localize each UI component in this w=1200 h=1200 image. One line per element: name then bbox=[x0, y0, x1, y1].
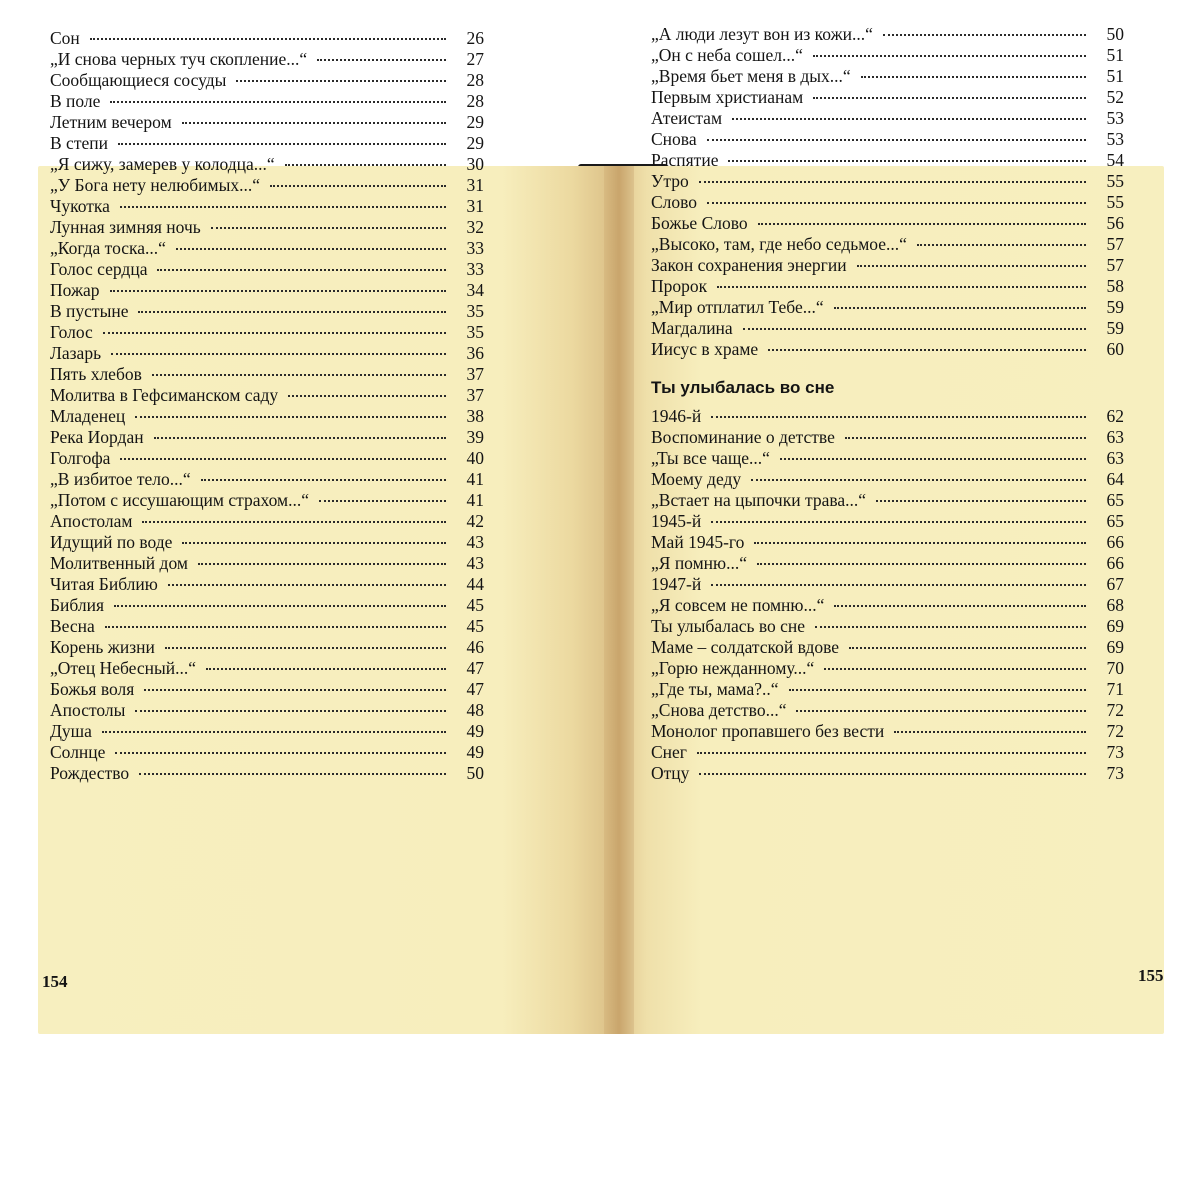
toc-entry-page: 51 bbox=[1106, 45, 1124, 65]
toc-entry-page: 57 bbox=[1106, 255, 1124, 275]
toc-entry bbox=[50, 637, 484, 658]
dot-leader bbox=[236, 80, 446, 82]
dot-leader bbox=[815, 626, 1086, 628]
toc-entry-page: 27 bbox=[466, 49, 484, 69]
toc-entry-page: 29 bbox=[466, 112, 484, 132]
dot-leader bbox=[152, 374, 446, 376]
toc-entry bbox=[50, 427, 484, 448]
dot-leader bbox=[883, 34, 1086, 36]
toc-entry-page: 31 bbox=[466, 175, 484, 195]
toc-entry bbox=[651, 490, 1124, 511]
dot-leader bbox=[824, 668, 1086, 670]
toc-entry-title: Божья воля bbox=[50, 679, 135, 699]
toc-entry-page: 60 bbox=[1106, 339, 1124, 359]
toc-entry bbox=[50, 28, 484, 49]
toc-entry-title: Первым христианам bbox=[651, 87, 804, 107]
toc-entry-page: 66 bbox=[1106, 553, 1124, 573]
toc-entry-page: 47 bbox=[466, 658, 484, 678]
toc-entry-title: В пустыне bbox=[50, 301, 129, 321]
toc-entry bbox=[651, 574, 1124, 595]
toc-entry-page: 37 bbox=[466, 364, 484, 384]
dot-leader bbox=[211, 227, 446, 229]
toc-entry-page: 49 bbox=[466, 742, 484, 762]
left-toc-list bbox=[50, 28, 484, 784]
toc-entry-page: 58 bbox=[1106, 276, 1124, 296]
toc-entry-title: „Я сижу, замерев у колодца...“ bbox=[50, 154, 275, 174]
toc-entry-page: 42 bbox=[466, 511, 484, 531]
toc-entry-title: „У Бога нету нелюбимых...“ bbox=[50, 175, 261, 195]
toc-entry-title: Чукотка bbox=[50, 196, 110, 216]
toc-entry bbox=[50, 532, 484, 553]
dot-leader bbox=[144, 689, 446, 691]
section-title: Ты улыбалась во сне bbox=[651, 378, 835, 397]
dot-leader bbox=[707, 202, 1086, 204]
toc-entry bbox=[651, 276, 1124, 297]
dot-leader bbox=[732, 118, 1086, 120]
toc-entry-title: В поле bbox=[50, 91, 101, 111]
toc-entry-title: Распятие bbox=[651, 150, 719, 170]
toc-entry bbox=[50, 154, 484, 175]
toc-entry-page: 33 bbox=[466, 238, 484, 258]
toc-entry-page: 55 bbox=[1106, 192, 1124, 212]
toc-entry-title: „Он с неба сошел...“ bbox=[651, 45, 803, 65]
toc-entry-title: Лазарь bbox=[50, 343, 102, 363]
toc-entry-page: 35 bbox=[466, 322, 484, 342]
dot-leader bbox=[845, 437, 1086, 439]
toc-entry-page: 35 bbox=[466, 301, 484, 321]
toc-entry-title: Сообщающиеся сосуды bbox=[50, 70, 227, 90]
toc-entry-title: „И снова черных туч скопление...“ bbox=[50, 49, 308, 69]
toc-entry bbox=[50, 322, 484, 343]
dot-leader bbox=[917, 244, 1086, 246]
toc-entry bbox=[651, 192, 1124, 213]
toc-entry-page: 56 bbox=[1106, 213, 1124, 233]
dot-leader bbox=[728, 160, 1086, 162]
toc-entry-page: 44 bbox=[466, 574, 484, 594]
toc-entry-title: Весна bbox=[50, 616, 95, 636]
toc-entry-page: 53 bbox=[1106, 108, 1124, 128]
toc-entry-page: 65 bbox=[1106, 511, 1124, 531]
toc-entry-page: 72 bbox=[1106, 700, 1124, 720]
toc-entry-title: „Мир отплатил Тебе...“ bbox=[651, 297, 824, 317]
toc-entry-title: Солнце bbox=[50, 742, 106, 762]
toc-entry bbox=[651, 700, 1124, 721]
toc-entry bbox=[50, 280, 484, 301]
toc-entry-title: Рождество bbox=[50, 763, 130, 783]
toc-entry-title: Слово bbox=[651, 192, 698, 212]
toc-entry-page: 65 bbox=[1106, 490, 1124, 510]
toc-entry bbox=[50, 658, 484, 679]
dot-leader bbox=[317, 59, 446, 61]
toc-entry-page: 70 bbox=[1106, 658, 1124, 678]
toc-entry-title: „Когда тоска...“ bbox=[50, 238, 166, 258]
toc-entry-page: 72 bbox=[1106, 721, 1124, 741]
dot-leader bbox=[754, 542, 1086, 544]
toc-entry bbox=[50, 595, 484, 616]
toc-entry bbox=[651, 234, 1124, 255]
dot-leader bbox=[114, 605, 446, 607]
toc-entry bbox=[50, 91, 484, 112]
dot-leader bbox=[861, 76, 1086, 78]
dot-leader bbox=[201, 479, 446, 481]
toc-entry-title: 1947-й bbox=[651, 574, 702, 594]
toc-entry-title: Библия bbox=[50, 595, 105, 615]
toc-entry-title: 1945-й bbox=[651, 511, 702, 531]
toc-entry bbox=[50, 364, 484, 385]
toc-entry-title: „Отец Небесный...“ bbox=[50, 658, 196, 678]
toc-entry bbox=[50, 469, 484, 490]
dot-leader bbox=[876, 500, 1086, 502]
dot-leader bbox=[743, 328, 1086, 330]
toc-entry bbox=[50, 259, 484, 280]
toc-entry-title: Корень жизни bbox=[50, 637, 155, 657]
right-page-number: 155 bbox=[1138, 966, 1164, 985]
toc-entry-page: 67 bbox=[1106, 574, 1124, 594]
toc-entry-title: 1946-й bbox=[651, 406, 702, 426]
toc-entry-page: 69 bbox=[1106, 616, 1124, 636]
toc-entry-page: 32 bbox=[466, 217, 484, 237]
toc-entry bbox=[50, 616, 484, 637]
toc-entry bbox=[651, 448, 1124, 469]
dot-leader bbox=[757, 563, 1086, 565]
toc-entry-page: 28 bbox=[466, 91, 484, 111]
toc-entry-title: Закон сохранения энергии bbox=[651, 255, 847, 275]
toc-entry-page: 30 bbox=[466, 154, 484, 174]
toc-entry-page: 26 bbox=[466, 28, 484, 48]
toc-entry-title: Ты улыбалась во сне bbox=[651, 616, 806, 636]
dot-leader bbox=[111, 353, 446, 355]
dot-leader bbox=[758, 223, 1086, 225]
dot-leader bbox=[699, 773, 1086, 775]
toc-entry-title: Сон bbox=[50, 28, 80, 48]
toc-entry bbox=[651, 171, 1124, 192]
toc-entry-page: 36 bbox=[466, 343, 484, 363]
toc-entry-page: 45 bbox=[466, 616, 484, 636]
toc-entry bbox=[50, 49, 484, 70]
toc-entry-title: Воспоминание о детстве bbox=[651, 427, 835, 447]
toc-entry-page: 57 bbox=[1106, 234, 1124, 254]
toc-entry bbox=[651, 66, 1124, 87]
toc-entry bbox=[651, 763, 1124, 784]
dot-leader bbox=[182, 122, 446, 124]
toc-entry-title: Пожар bbox=[50, 280, 100, 300]
toc-entry bbox=[50, 490, 484, 511]
toc-entry bbox=[50, 343, 484, 364]
toc-entry bbox=[651, 553, 1124, 574]
toc-entry-title: „Время бьет меня в дых...“ bbox=[651, 66, 851, 86]
toc-entry bbox=[50, 385, 484, 406]
toc-entry-page: 71 bbox=[1106, 679, 1124, 699]
toc-entry-title: Голгофа bbox=[50, 448, 111, 468]
dot-leader bbox=[834, 307, 1086, 309]
toc-entry bbox=[651, 511, 1124, 532]
dot-leader bbox=[285, 164, 446, 166]
toc-entry-title: Голос сердца bbox=[50, 259, 148, 279]
dot-leader bbox=[142, 521, 446, 523]
toc-entry bbox=[50, 763, 484, 784]
toc-entry-title: „Встает на цыпочки трава...“ bbox=[651, 490, 867, 510]
toc-entry bbox=[651, 637, 1124, 658]
toc-entry-title: „Ты все чаще...“ bbox=[651, 448, 770, 468]
toc-entry bbox=[651, 318, 1124, 339]
toc-entry-title: Лунная зимняя ночь bbox=[50, 217, 201, 237]
toc-entry-title: Май 1945-го bbox=[651, 532, 745, 552]
dot-leader bbox=[813, 55, 1086, 57]
toc-entry bbox=[651, 658, 1124, 679]
dot-leader bbox=[697, 752, 1086, 754]
toc-entry bbox=[651, 129, 1124, 150]
toc-entry-title: Отцу bbox=[651, 763, 690, 783]
toc-entry-page: 73 bbox=[1106, 763, 1124, 783]
toc-entry-title: „Горю нежданному...“ bbox=[651, 658, 815, 678]
toc-entry-title: Иисус в храме bbox=[651, 339, 759, 359]
toc-entry-page: 63 bbox=[1106, 427, 1124, 447]
toc-entry-page: 55 bbox=[1106, 171, 1124, 191]
toc-entry-title: Летним вечером bbox=[50, 112, 172, 132]
dot-leader bbox=[90, 38, 446, 40]
toc-entry-title: „А люди лезут вон из кожи...“ bbox=[651, 24, 873, 44]
toc-entry bbox=[651, 45, 1124, 66]
toc-entry-title: Магдалина bbox=[651, 318, 733, 338]
toc-entry-page: 47 bbox=[466, 679, 484, 699]
toc-entry bbox=[651, 742, 1124, 763]
toc-entry bbox=[651, 679, 1124, 700]
toc-entry-page: 39 bbox=[466, 427, 484, 447]
dot-leader bbox=[711, 584, 1086, 586]
toc-entry bbox=[651, 616, 1124, 637]
toc-entry-page: 45 bbox=[466, 595, 484, 615]
toc-entry-page: 28 bbox=[466, 70, 484, 90]
toc-entry bbox=[651, 721, 1124, 742]
dot-leader bbox=[118, 143, 446, 145]
toc-entry-page: 62 bbox=[1106, 406, 1124, 426]
toc-entry-title: Читая Библию bbox=[50, 574, 158, 594]
toc-entry-page: 43 bbox=[466, 553, 484, 573]
right-toc-list-bottom bbox=[651, 406, 1124, 784]
toc-entry bbox=[50, 406, 484, 427]
toc-entry-title: Снова bbox=[651, 129, 697, 149]
toc-entry-page: 48 bbox=[466, 700, 484, 720]
toc-entry-page: 50 bbox=[1106, 24, 1124, 44]
dot-leader bbox=[206, 668, 446, 670]
dot-leader bbox=[115, 752, 446, 754]
dot-leader bbox=[105, 626, 446, 628]
toc-entry-page: 50 bbox=[466, 763, 484, 783]
toc-entry-title: Апостолы bbox=[50, 700, 126, 720]
toc-entry-title: Молитва в Гефсиманском саду bbox=[50, 385, 279, 405]
toc-entry-page: 41 bbox=[466, 490, 484, 510]
dot-leader bbox=[894, 731, 1086, 733]
dot-leader bbox=[110, 290, 446, 292]
toc-entry-page: 33 bbox=[466, 259, 484, 279]
toc-entry-title: Молитвенный дом bbox=[50, 553, 188, 573]
toc-entry-page: 46 bbox=[466, 637, 484, 657]
toc-entry-title: Река Иордан bbox=[50, 427, 144, 447]
toc-entry-page: 43 bbox=[466, 532, 484, 552]
toc-entry bbox=[651, 87, 1124, 108]
toc-entry bbox=[50, 112, 484, 133]
toc-entry-page: 49 bbox=[466, 721, 484, 741]
dot-leader bbox=[135, 416, 446, 418]
dot-leader bbox=[270, 185, 446, 187]
toc-entry-title: Моему деду bbox=[651, 469, 742, 489]
dot-leader bbox=[139, 773, 446, 775]
dot-leader bbox=[813, 97, 1086, 99]
toc-entry-page: 52 bbox=[1106, 87, 1124, 107]
toc-entry-title: Пророк bbox=[651, 276, 708, 296]
toc-entry-title: Идущий по воде bbox=[50, 532, 173, 552]
toc-entry-page: 59 bbox=[1106, 318, 1124, 338]
toc-entry bbox=[50, 511, 484, 532]
dot-leader bbox=[120, 458, 446, 460]
dot-leader bbox=[103, 332, 446, 334]
toc-entry bbox=[50, 679, 484, 700]
toc-entry bbox=[651, 24, 1124, 45]
toc-entry-title: Апостолам bbox=[50, 511, 133, 531]
dot-leader bbox=[796, 710, 1086, 712]
toc-entry-title: Монолог пропавшего без вести bbox=[651, 721, 885, 741]
toc-entry bbox=[50, 217, 484, 238]
toc-entry bbox=[651, 469, 1124, 490]
toc-entry bbox=[50, 238, 484, 259]
toc-entry-page: 64 bbox=[1106, 469, 1124, 489]
toc-entry bbox=[50, 175, 484, 196]
dot-leader bbox=[834, 605, 1086, 607]
toc-entry-title: Голос bbox=[50, 322, 93, 342]
dot-leader bbox=[768, 349, 1086, 351]
toc-entry bbox=[50, 196, 484, 217]
toc-entry-page: 53 bbox=[1106, 129, 1124, 149]
toc-entry-page: 41 bbox=[466, 469, 484, 489]
dot-leader bbox=[707, 139, 1086, 141]
toc-entry-title: „Я совсем не помню...“ bbox=[651, 595, 825, 615]
page-gutter bbox=[604, 166, 634, 1034]
toc-entry bbox=[50, 133, 484, 154]
toc-entry bbox=[50, 700, 484, 721]
dot-leader bbox=[711, 521, 1086, 523]
dot-leader bbox=[711, 416, 1086, 418]
toc-entry bbox=[651, 532, 1124, 553]
toc-entry bbox=[651, 427, 1124, 448]
dot-leader bbox=[699, 181, 1086, 183]
dot-leader bbox=[717, 286, 1086, 288]
dot-leader bbox=[120, 206, 446, 208]
toc-entry-title: „Снова детство...“ bbox=[651, 700, 787, 720]
toc-entry bbox=[651, 150, 1124, 171]
toc-entry bbox=[651, 339, 1124, 360]
toc-entry-title: Младенец bbox=[50, 406, 126, 426]
toc-entry-title: Атеистам bbox=[651, 108, 723, 128]
dot-leader bbox=[110, 101, 446, 103]
toc-entry-title: „Потом с иссушающим страхом...“ bbox=[50, 490, 309, 510]
dot-leader bbox=[165, 647, 446, 649]
dot-leader bbox=[182, 542, 446, 544]
toc-entry-page: 31 bbox=[466, 196, 484, 216]
toc-entry-page: 63 bbox=[1106, 448, 1124, 468]
dot-leader bbox=[102, 731, 446, 733]
toc-entry-title: Пять хлебов bbox=[50, 364, 142, 384]
dot-leader bbox=[288, 395, 446, 397]
toc-entry-page: 37 bbox=[466, 385, 484, 405]
toc-entry bbox=[50, 301, 484, 322]
toc-entry-title: „В избитое тело...“ bbox=[50, 469, 191, 489]
toc-entry bbox=[50, 742, 484, 763]
toc-entry-title: В степи bbox=[50, 133, 108, 153]
dot-leader bbox=[168, 584, 446, 586]
toc-entry-title: Утро bbox=[651, 171, 689, 191]
toc-entry bbox=[651, 255, 1124, 276]
toc-entry bbox=[50, 553, 484, 574]
toc-entry-title: Маме – солдатской вдове bbox=[651, 637, 840, 657]
toc-entry-title: „Высоко, там, где небо седьмое...“ bbox=[651, 234, 907, 254]
dot-leader bbox=[157, 269, 446, 271]
toc-entry bbox=[651, 213, 1124, 234]
toc-entry-page: 68 bbox=[1106, 595, 1124, 615]
toc-entry bbox=[651, 595, 1124, 616]
toc-entry bbox=[50, 448, 484, 469]
toc-entry-page: 40 bbox=[466, 448, 484, 468]
toc-entry-page: 51 bbox=[1106, 66, 1124, 86]
toc-entry bbox=[50, 721, 484, 742]
toc-entry-page: 38 bbox=[466, 406, 484, 426]
dot-leader bbox=[154, 437, 446, 439]
dot-leader bbox=[198, 563, 446, 565]
dot-leader bbox=[849, 647, 1086, 649]
toc-entry-page: 34 bbox=[466, 280, 484, 300]
toc-entry-page: 69 bbox=[1106, 637, 1124, 657]
dot-leader bbox=[857, 265, 1086, 267]
dot-leader bbox=[751, 479, 1086, 481]
dot-leader bbox=[135, 710, 446, 712]
toc-entry bbox=[651, 406, 1124, 427]
toc-entry bbox=[651, 108, 1124, 129]
toc-entry-title: Душа bbox=[50, 721, 92, 741]
toc-entry-title: Снег bbox=[651, 742, 687, 762]
toc-entry-title: Божье Слово bbox=[651, 213, 748, 233]
toc-entry-page: 66 bbox=[1106, 532, 1124, 552]
toc-entry-page: 59 bbox=[1106, 297, 1124, 317]
left-page-number: 154 bbox=[42, 972, 68, 991]
toc-entry bbox=[50, 574, 484, 595]
dot-leader bbox=[176, 248, 446, 250]
toc-entry-page: 29 bbox=[466, 133, 484, 153]
toc-entry-page: 54 bbox=[1106, 150, 1124, 170]
toc-entry-title: „Где ты, мама?..“ bbox=[651, 679, 779, 699]
toc-entry bbox=[50, 70, 484, 91]
right-toc-list-top bbox=[651, 24, 1124, 360]
toc-entry bbox=[651, 297, 1124, 318]
dot-leader bbox=[780, 458, 1086, 460]
dot-leader bbox=[789, 689, 1087, 691]
toc-entry-page: 73 bbox=[1106, 742, 1124, 762]
dot-leader bbox=[319, 500, 446, 502]
toc-entry-title: „Я помню...“ bbox=[651, 553, 748, 573]
dot-leader bbox=[138, 311, 446, 313]
